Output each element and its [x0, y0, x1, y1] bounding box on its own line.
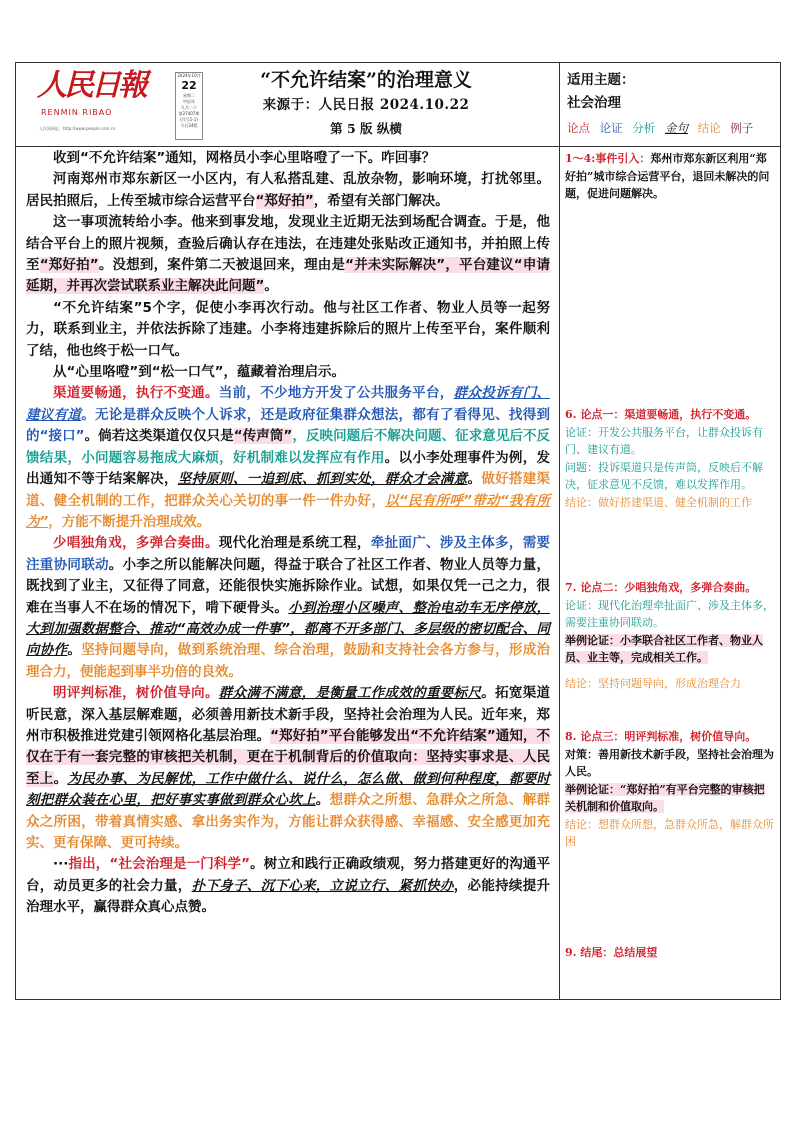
- logo-line: 今日24版: [180, 123, 198, 128]
- golden-sentence: 群众满不满意，是衡量工作成效的重要标尺: [218, 685, 482, 702]
- logo-weekday: 星期二: [183, 93, 195, 98]
- apply-theme-value: 社会治理: [567, 95, 621, 111]
- golden-sentence: 扑下身子、沉下心来，立说立行、紧抓快办: [191, 877, 454, 894]
- article-body: [26, 148, 550, 919]
- logo-line: 第27407期: [178, 111, 200, 116]
- legend-conclusion: 结论: [697, 121, 721, 135]
- paragraph-7: 少唱独角戏，多弹合奏曲。现代化治理是系统工程，牵扯面广、涉及主体多，需要注重协同联动。小李之所以能解决问题，得益于联合了社区工作者、物业人员等力量，既找到了业主，又征得了同意，还能很快实施拆除作业。试想，如果仅凭一己之力，很难在当事人不在场的情况下，啃下硬骨头。小到治理小区噪声、整治电动车无序停放，大到加强数据整合、推动“高效办成一件事”，都离不开多部门、多层级的密切配合、同向协作。坚持问题导向，做到系统治理、综合治理，鼓励和支持社会各方参与，形成治理合力，便能起到事半功倍的良效。: [26, 535, 551, 680]
- paragraph-6: 渠道要畅通，执行不变通。当前，不少地方开发了公共服务平台，群众投诉有门、建议有道。无论是群众反映个人诉求，还是政府征集群众想法，都有了看得见、找得到的“接口”。倘若这类渠道仅仅只是“传声筒”，反映问题后不解决问题、征求意见后不反馈结果，小问题容易拖成大麻烦，好机制难以发挥应有作用。以小李处理事件为例，发出通知不等于结案解决，坚持原则、一追到底、抓到实处，群众才会满意。做好搭建渠道、健全机制的工作，把群众关心关切的事一件一件办好，以“民有所呼”带动“我有所为”，方能不断提升治理成效。: [26, 385, 551, 530]
- logo-url: 人民网网址：http://www.people.com.cn: [39, 126, 116, 131]
- highlight: “并未实际解决”，平台建议“申请延期，并再次尝试联系业主解决此问题”: [26, 257, 551, 295]
- article-source: 来源于：人民日报 2024.10.22: [262, 97, 470, 113]
- legend-analysis: 分析: [632, 121, 656, 135]
- logo-line: (代号1-1): [180, 117, 198, 122]
- legend-example: 例子: [730, 121, 754, 135]
- logo-title: 人民日報: [37, 68, 145, 103]
- paragraph-1: 收到“不允许结案”通知，网格员小李心里咯噔了一下。咋回事？: [53, 150, 436, 166]
- paragraph-2: 河南郑州市郑东新区一小区内，有人私搭乱建、乱放杂物，影响环境，打扰邻里。居民拍照后，上传至城市综合运营平台“郑好拍”，希望有关部门解决。: [26, 171, 550, 209]
- argument-point: 指出，“社会治理是一门科学”: [68, 856, 251, 873]
- logo-date-box: [175, 72, 203, 140]
- golden-sentence: 为民办事、为民解忧，工作中做什么、说什么，怎么做、做到何种程度，都要时刻把群众装在心里，把好事实事做到群众心坎上: [26, 770, 551, 809]
- note-point-2: 7. 论点二：少唱独角戏，多弹合奏曲。 论证：现代化治理牵扯面广、涉及主体多，需要注重协同联动。 举例论证：小李联合社区工作者、物业人员、业主等，完成相关工作。 结论：坚持问题导向，形成治理合力: [565, 581, 774, 690]
- logo-line: 甲辰年: [183, 99, 195, 104]
- logo-year: 2024年10月: [177, 73, 201, 78]
- legend-golden-sentence: 金句: [664, 121, 688, 135]
- golden-sentence: 坚持原则、一追到底、抓到实处，群众才会满意: [177, 471, 468, 488]
- note-point-3: 8. 论点三：明评判标准，树价值导向。 对策：善用新技术新手段，坚持社会治理为人民。 举例论证：“郑好拍”有平台完整的审核把关机制和价值取向。 结论：想群众所想，急群众所急，解群众所困: [565, 730, 774, 848]
- argument-point: 渠道要畅通，执行不变通。: [53, 385, 219, 402]
- highlight: “郑好拍”: [255, 192, 314, 209]
- paragraph-4: “不允许结案”5个字，促使小李再次行动。他与社区工作者、物业人员等一起努力，联系到业主，并依法拆除了违建。小李将违建拆除后的照片上传至平台，案件顺利了结，他也终于松一口气。: [26, 299, 550, 359]
- note-point-1: 6. 论点一：渠道要畅通，执行不变通。 论证：开发公共服务平台，让群众投诉有门、建议有道。 问题：投诉渠道只是传声筒，反映后不解决，征求意见不反馈，难以发挥作用。 结论：做好搭建渠道、健全机制的工作: [565, 408, 763, 509]
- note-intro: 1～4:事件引入：郑州市郑东新区利用“郑好拍”城市综合运营平台，退回未解决的问题，促进问题解决。: [565, 152, 770, 200]
- newspaper-logo: [37, 68, 201, 136]
- argument-point: 明评判标准，树价值导向。: [53, 685, 219, 702]
- note-ending: 9. 结尾：总结展望: [565, 946, 658, 959]
- color-legend: [567, 119, 759, 137]
- paragraph-3: 这一事项流转给小李。他来到事发地，发现业主近期无法到场配合调查。于是，他结合平台上的照片视频，查验后确认存在违法，在违建处张贴改正通知书，并拍照上传至“郑好拍”。没想到，案件第二天被退回来，理由是“并未实际解决”，平台建议“申请延期，并再次尝试联系业主解决此问题”。: [26, 214, 551, 295]
- paragraph-8: 明评判标准，树价值导向。群众满不满意，是衡量工作成效的重要标尺。拓宽渠道听民意，深入基层解难题，必须善用新技术新手段，坚持社会治理为人民。近年来，郑州市积极推进党建引领网格化基层治理。“郑好拍”平台能够发出“不允许结案”通知，不仅在于有一套完整的审核把关机制，更在于机制背后的价值取向：坚持实事求是、人民至上。为民办事、为民解忧，工作中做什么、说什么，怎么做、做到何种程度，都要时刻把群众装在心里，把好事实事做到群众心坎上。想群众之所想、急群众之所急、解群众之所困，带着真情实感、拿出务实作为，方能让群众获得感、幸福感、安全感更加充实、更有保障、更可持续。: [26, 685, 551, 851]
- legend-point: 论点: [567, 121, 590, 135]
- column-divider: [559, 63, 560, 999]
- document-sheet: [15, 62, 781, 1000]
- paragraph-9: ···指出，“社会治理是一门科学”。树立和践行正确政绩观，努力搭建更好的沟通平台，动员更多的社会力量，扑下身子、沉下心来，立说立行、紧抓快办，必能持续提升治理水平，赢得群众真心点赞。: [26, 856, 551, 916]
- logo-line: 九月二十: [181, 105, 197, 110]
- highlight: “郑好拍”: [39, 257, 99, 274]
- logo-roman: RENMIN RIBAO: [41, 108, 113, 117]
- apply-theme-label: 适用主题：: [567, 72, 635, 88]
- article-edition: 第 5 版 纵横: [330, 121, 402, 136]
- argument-point: 少唱独角戏，多弹合奏曲。: [53, 535, 219, 552]
- logo-day: 22: [181, 79, 197, 92]
- legend-argument: 论证: [599, 121, 623, 135]
- golden-sentence: 小到治理小区噪声、整治电动车无序停放，大到加强数据整合、推动“高效办成一件事”，都离不开多部门、多层级的密切配合、同向协作: [26, 599, 551, 659]
- article-title: “不允许结案”的治理意义: [260, 69, 472, 91]
- header-divider: [16, 146, 780, 147]
- paragraph-5: 从“心里咯噔”到“松一口气”，蕴藏着治理启示。: [53, 364, 345, 381]
